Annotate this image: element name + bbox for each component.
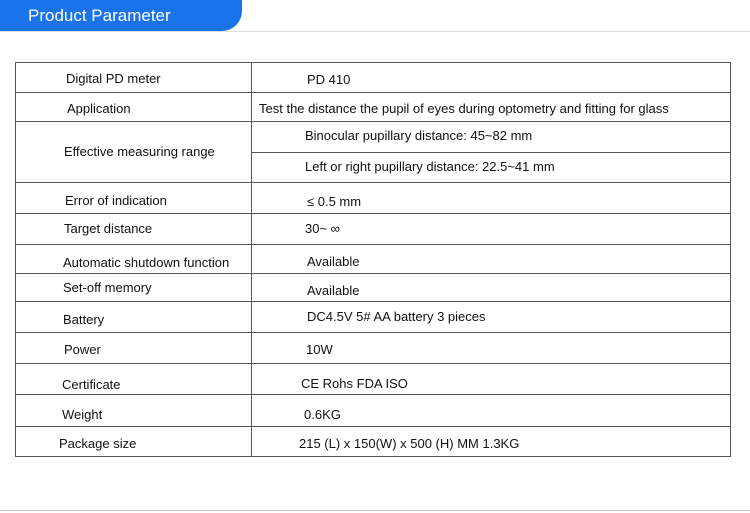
spec-label: Application xyxy=(67,101,131,116)
spec-label: Power xyxy=(64,342,101,357)
row-divider xyxy=(15,273,731,274)
spec-label: Automatic shutdown function xyxy=(63,255,230,270)
spec-value: Available xyxy=(307,283,360,298)
page-title: Product Parameter xyxy=(28,6,171,25)
row-divider xyxy=(15,182,731,183)
row-divider xyxy=(15,301,731,302)
page-bottom-divider xyxy=(0,510,750,511)
spec-label: Effective measuring range xyxy=(64,144,215,159)
table-border-bottom xyxy=(15,456,731,457)
row-divider xyxy=(15,244,731,245)
spec-label: Target distance xyxy=(64,221,153,236)
spec-value: 0.6KG xyxy=(304,407,341,422)
row-divider xyxy=(15,213,731,214)
spec-value: 215 (L) x 150(W) x 500 (H) MM 1.3KG xyxy=(299,436,520,451)
spec-value: 10W xyxy=(306,342,333,357)
row-divider xyxy=(15,92,731,93)
spec-label: Digital PD meter xyxy=(66,71,161,86)
spec-label: Set-off memory xyxy=(63,280,152,295)
spec-value: PD 410 xyxy=(307,72,351,87)
spec-value: Available xyxy=(307,254,360,269)
row-divider xyxy=(15,426,731,427)
table-border-right xyxy=(730,63,731,457)
row-divider xyxy=(15,394,731,395)
spec-value: DC4.5V 5# AA battery 3 pieces xyxy=(307,309,486,324)
row-divider xyxy=(15,363,731,364)
spec-label: Error of indication xyxy=(65,193,167,208)
spec-label: Certificate xyxy=(62,377,121,392)
spec-label: Weight xyxy=(62,407,103,422)
spec-label: Package size xyxy=(59,436,137,451)
row-divider xyxy=(15,332,731,333)
spec-value: ≤ 0.5 mm xyxy=(307,194,362,209)
table-border-left xyxy=(15,63,16,457)
spec-value: CE Rohs FDA ISO xyxy=(301,376,408,391)
header-banner xyxy=(0,0,242,31)
row-divider xyxy=(252,152,731,153)
spec-value: Left or right pupillary distance: 22.5~41 mm xyxy=(305,159,555,174)
table-column-divider xyxy=(251,63,252,457)
spec-table xyxy=(15,62,731,457)
spec-value: Binocular pupillary distance: 45~82 mm xyxy=(305,128,533,143)
row-divider xyxy=(15,121,731,122)
spec-value: 30~ ∞ xyxy=(305,221,340,236)
spec-value: Test the distance the pupil of eyes during optometry and fitting for glass xyxy=(259,101,669,116)
spec-label: Battery xyxy=(63,312,105,327)
header-divider xyxy=(0,31,750,32)
